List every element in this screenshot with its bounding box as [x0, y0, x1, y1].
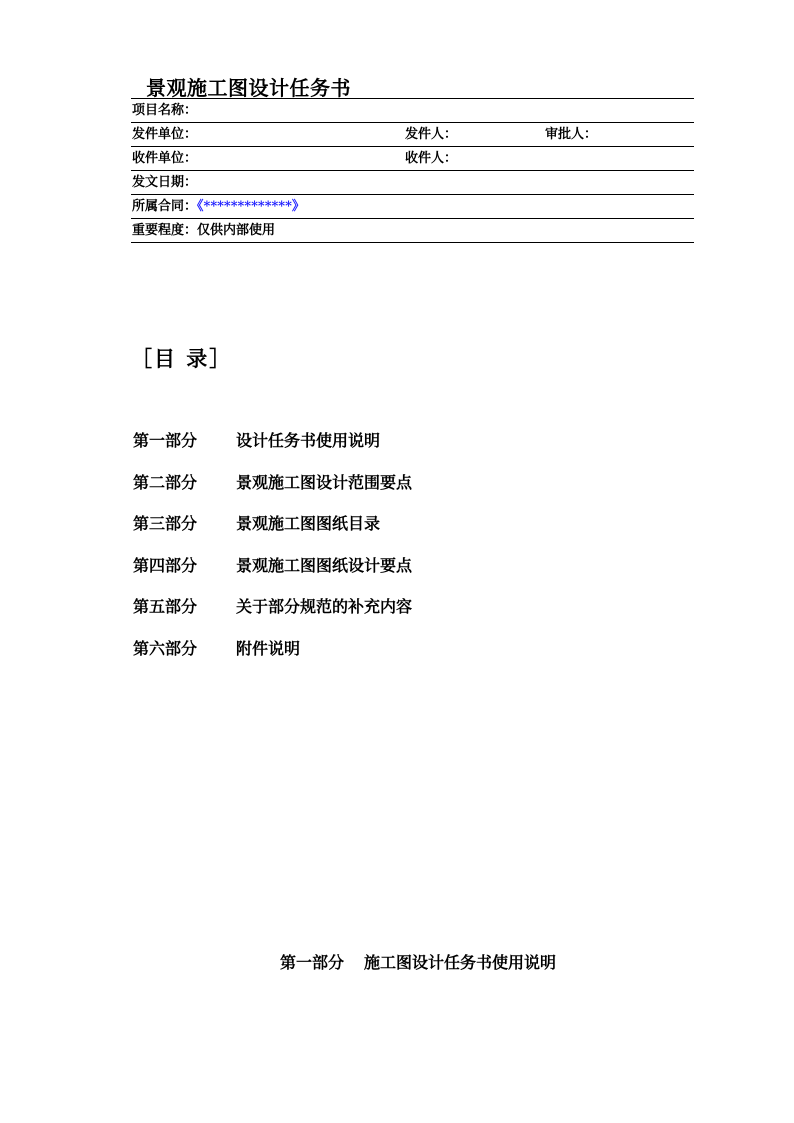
toc-item-part: 第三部分 — [133, 514, 198, 533]
receiver-row — [131, 147, 694, 171]
toc-item-title: 景观施工图图纸设计要点 — [236, 555, 413, 575]
toc-item-title: 景观施工图设计范围要点 — [236, 472, 413, 492]
importance-value: 仅供内部使用 — [197, 223, 276, 238]
toc-item-title: 关于部分规范的补充内容 — [236, 597, 413, 616]
toc-item[interactable] — [133, 428, 633, 470]
section-title: 施工图设计任务书使用说明 — [364, 953, 557, 972]
toc-item-title: 附件说明 — [236, 638, 301, 658]
sender-unit-label: 发件单位： — [132, 127, 198, 142]
toc-item-title: 景观施工图图纸目录 — [236, 514, 381, 533]
toc-item-part: 第五部分 — [133, 597, 198, 616]
toc-item-part: 第四部分 — [133, 555, 198, 575]
importance-row — [131, 219, 694, 243]
sender-label: 发件人： — [405, 127, 458, 142]
project-name-label: 项目名称： — [132, 103, 198, 118]
importance-field — [132, 219, 275, 242]
receiver-label: 收件人： — [405, 151, 458, 166]
toc-item[interactable] — [133, 636, 633, 678]
toc-list — [133, 428, 633, 677]
toc-item-title: 设计任务书使用说明 — [236, 431, 381, 450]
receiver-unit-label: 收件单位： — [132, 151, 198, 166]
toc-heading: ［目 录］ — [131, 346, 233, 371]
issue-date-label: 发文日期： — [132, 175, 198, 190]
toc-item[interactable] — [133, 511, 633, 553]
contract-row — [131, 195, 694, 219]
toc-item[interactable] — [133, 594, 633, 636]
section-heading — [280, 950, 556, 976]
header-fields-table — [131, 98, 694, 243]
document-title: 景观施工图设计任务书 — [146, 76, 351, 100]
toc-item-part: 第六部分 — [133, 638, 198, 658]
contract-value-link[interactable]: 《*************》 — [197, 199, 305, 214]
toc-item[interactable] — [133, 553, 633, 595]
project-name-row — [131, 99, 694, 123]
importance-label: 重要程度： — [132, 223, 198, 238]
approver-label: 审批人： — [545, 127, 598, 142]
toc-item[interactable] — [133, 470, 633, 512]
toc-item-part: 第二部分 — [133, 472, 198, 492]
contract-label: 所属合同： — [132, 199, 198, 214]
section-part: 第一部分 — [280, 953, 345, 972]
issue-date-row — [131, 171, 694, 195]
toc-item-part: 第一部分 — [133, 431, 198, 450]
sender-row — [131, 123, 694, 147]
contract-field — [132, 195, 305, 218]
